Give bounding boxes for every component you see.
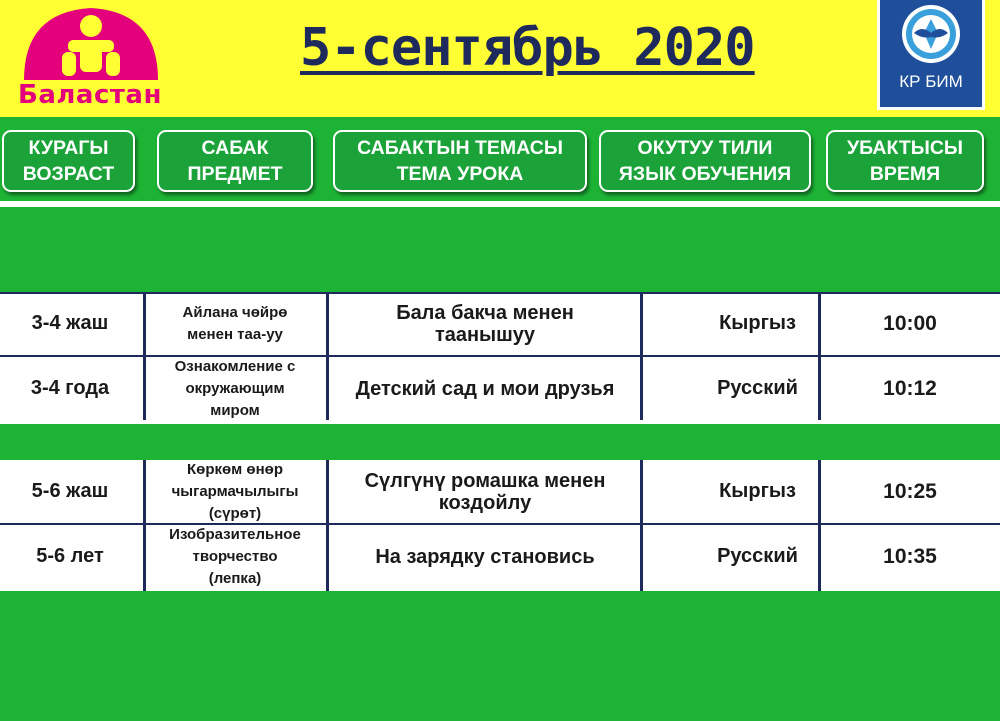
page-title: 5-сентябрь 2020: [300, 18, 755, 78]
age-cell: 3-4 года: [30, 377, 110, 399]
column-header-subject[interactable]: [157, 130, 313, 192]
age-cell: 5-6 лет: [36, 545, 104, 567]
subject-line: Ознакомление с: [174, 357, 296, 375]
age-cell: 5-6 жаш: [31, 480, 109, 502]
schedule-table-5-6: [0, 460, 1000, 591]
column-header-age-ru: ВОЗРАСТ: [22, 163, 115, 185]
subject-line: (сүрөт): [208, 504, 262, 522]
theme-line: На зарядку становись: [375, 545, 595, 568]
green-separator: [0, 424, 1000, 460]
subject-line: Изобразительное: [169, 525, 301, 543]
theme-line: Сүлгүнү ромашка менен: [364, 469, 606, 492]
column-divider: [143, 292, 146, 420]
column-header-time-ru: ВРЕМЯ: [869, 163, 941, 185]
time-cell: 10:35: [883, 544, 937, 568]
table-row: [0, 292, 1000, 355]
table-row: [0, 357, 1000, 420]
subject-line: миром: [210, 401, 260, 419]
time-cell: 10:25: [883, 479, 937, 503]
theme-cell: [330, 525, 640, 588]
language-cell: Кыргыз: [719, 480, 796, 502]
language-cell: Русский: [717, 545, 798, 567]
subject-cell: [140, 460, 330, 523]
theme-cell: [330, 292, 640, 355]
column-divider: [326, 460, 329, 591]
language-cell: Кыргыз: [719, 312, 796, 334]
theme-line: коздойлу: [438, 491, 532, 514]
column-header-theme-ky: САБАКТЫН ТЕМАСЫ: [357, 137, 563, 159]
subject-line: Айлана чөйрө: [182, 303, 288, 321]
theme-cell: [330, 460, 640, 523]
table-row: [0, 460, 1000, 523]
column-header-age-ky: КУРАГЫ: [28, 137, 109, 159]
column-header-language-ru: ЯЗЫК ОБУЧЕНИЯ: [618, 163, 792, 185]
column-header-time-ky: УБАКТЫСЫ: [846, 137, 964, 159]
column-header-time[interactable]: [826, 130, 984, 192]
theme-line: таанышуу: [434, 323, 536, 346]
subject-line: (лепка): [208, 569, 262, 587]
header-banner: [0, 0, 1000, 117]
badge-label: КР БИМ: [899, 72, 963, 91]
subject-cell: [140, 525, 330, 588]
state-emblem-icon: [900, 3, 962, 65]
green-footer: [0, 591, 1000, 721]
table-border: [0, 292, 1000, 294]
age-cell: 3-4 жаш: [31, 312, 109, 334]
logo-wordmark: Баластан: [18, 80, 162, 110]
column-divider: [640, 292, 643, 420]
table-border: [0, 355, 1000, 357]
time-cell: 10:12: [883, 376, 937, 400]
subject-line: менен таа-уу: [187, 325, 283, 343]
subject-cell: [140, 292, 330, 355]
column-divider: [143, 460, 146, 591]
column-divider: [818, 292, 821, 420]
subject-line: творчество: [192, 547, 278, 565]
subject-cell: [140, 357, 330, 420]
column-divider: [818, 460, 821, 591]
column-header-subject-ky: САБАК: [201, 137, 269, 159]
theme-line: Детский сад и мои друзья: [355, 377, 615, 400]
subject-line: окружающим: [185, 379, 285, 397]
column-header-theme[interactable]: [333, 130, 587, 192]
column-header-language[interactable]: [599, 130, 811, 192]
kr-bim-badge: [877, 0, 985, 110]
column-divider: [326, 292, 329, 420]
schedule-table-3-4: [0, 292, 1000, 424]
subject-line: чыгармачылыгы: [171, 482, 299, 500]
column-divider: [640, 460, 643, 591]
table-row: [0, 525, 1000, 588]
language-cell: Русский: [717, 377, 798, 399]
column-header-band: [0, 117, 1000, 292]
column-header-subject-ru: ПРЕДМЕТ: [187, 163, 283, 185]
time-cell: 10:00: [883, 311, 937, 335]
theme-line: Бала бакча менен: [396, 301, 574, 324]
theme-cell: [330, 357, 640, 420]
column-header-language-ky: ОКУТУУ ТИЛИ: [637, 137, 773, 159]
column-header-theme-ru: ТЕМА УРОКА: [396, 163, 524, 185]
column-header-age[interactable]: [2, 130, 135, 192]
divider: [0, 201, 1000, 207]
subject-line: Көркөм өнөр: [187, 460, 283, 478]
table-border: [0, 523, 1000, 525]
